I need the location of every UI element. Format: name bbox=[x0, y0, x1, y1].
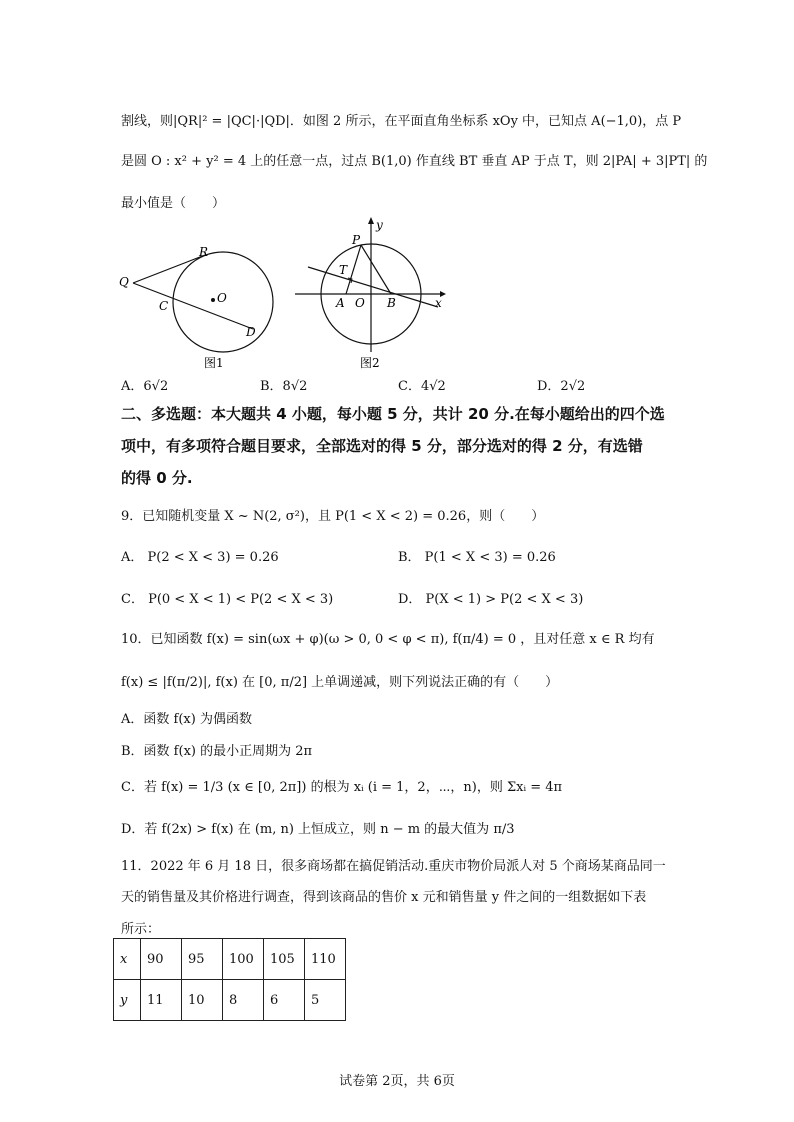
table-cell: 10 bbox=[182, 980, 223, 1021]
q11-stem-line-2: 天的销售量及其价格进行调查，得到该商品的售价 x 元和销售量 y 件之间的一组数据如下表 bbox=[121, 890, 647, 905]
fig2-label-p: P bbox=[352, 233, 361, 247]
fig2-label-o: O bbox=[355, 296, 365, 310]
q10-option-b: B．函数 f(x) 的最小正周期为 2π bbox=[121, 744, 313, 759]
q9-option-d: D． P(X < 1) > P(2 < X < 3) bbox=[398, 592, 584, 607]
q8-option-a: A．6√2 bbox=[121, 379, 169, 394]
q9-option-b: B． P(1 < X < 3) = 0.26 bbox=[398, 550, 556, 565]
q9-option-c: C． P(0 < X < 1) < P(2 < X < 3) bbox=[121, 592, 334, 607]
q10-option-c: C．若 f(x) = 1/3 (x ∈ [0, 2π]) 的根为 xᵢ (i = 1，2，⋯，n)，则 Σxᵢ = 4π bbox=[121, 780, 563, 795]
fig2-label-y: y bbox=[376, 218, 383, 232]
section-heading-line-3: 的得 0 分. bbox=[121, 469, 193, 487]
page-footer: 试卷第 2页，共 6页 bbox=[339, 1074, 455, 1089]
table-cell: 8 bbox=[223, 980, 264, 1021]
fig1-label-r: R bbox=[199, 245, 209, 259]
fig2-label-b: B bbox=[387, 296, 396, 310]
q8-option-d: D．2√2 bbox=[537, 379, 586, 394]
intro-line-3: 最小值是（ ） bbox=[121, 196, 226, 211]
q9-option-a: A． P(2 < X < 3) = 0.26 bbox=[121, 550, 279, 565]
q10-option-a: A．函数 f(x) 为偶函数 bbox=[121, 712, 252, 727]
fig1-label-d: D bbox=[246, 325, 256, 339]
fig1-caption: 图1 bbox=[204, 356, 224, 370]
fig2-label-a: A bbox=[336, 296, 345, 310]
q11-stem-line-1: 11．2022 年 6 月 18 日，很多商场都在搞促销活动.重庆市物价局派人对 5 个商场某商品同一 bbox=[121, 859, 666, 874]
table-cell: 5 bbox=[305, 980, 346, 1021]
q8-option-b: B．8√2 bbox=[260, 379, 308, 394]
q9-stem: 9．已知随机变量 X ~ N(2, σ²)，且 P(1 < X < 2) = 0.26，则（ ） bbox=[121, 509, 545, 524]
intro-line-1: 割线，则|QR|² = |QC|·|QD|．如图 2 所示，在平面直角坐标系 xOy 中，已知点 A(−1,0)，点 P bbox=[121, 114, 682, 129]
q11-stem-line-3: 所示： bbox=[121, 922, 161, 937]
section-heading-line-1: 二、多选题：本大题共 4 小题，每小题 5 分，共计 20 分.在每小题给出的四个选 bbox=[121, 405, 665, 423]
q10-option-d: D．若 f(2x) > f(x) 在 (m, n) 上恒成立，则 n − m 的最大值为 π/3 bbox=[121, 822, 515, 837]
fig1-label-o: O bbox=[217, 291, 227, 305]
fig2-caption: 图2 bbox=[360, 356, 380, 370]
fig2-label-t: T bbox=[339, 263, 348, 277]
table-row-header-y: y bbox=[114, 980, 141, 1021]
q10-stem-line-2: f(x) ≤ |f(π/2)|, f(x) 在 [0, π/2] 上单调递减，则下列说法正确的有（ ） bbox=[121, 675, 559, 690]
table-cell: 11 bbox=[141, 980, 182, 1021]
q10-stem-line-1: 10．已知函数 f(x) = sin(ωx + φ)(ω > 0, 0 < φ < π), f(π/4) = 0 ，且对任意 x ∈ R 均有 bbox=[121, 632, 655, 647]
fig1-label-c: C bbox=[159, 299, 169, 313]
table-cell: 110 bbox=[305, 939, 346, 980]
fig2-label-x: x bbox=[435, 296, 442, 310]
section-heading-line-2: 项中，有多项符合题目要求，全部选对的得 5 分，部分选对的得 2 分，有选错 bbox=[121, 437, 643, 455]
table-cell: 90 bbox=[141, 939, 182, 980]
figure-2 bbox=[290, 212, 450, 375]
fig1-label-q: Q bbox=[119, 275, 129, 289]
price-sales-table bbox=[113, 938, 346, 1021]
intro-line-2: 是圆 O : x² + y² = 4 上的任意一点，过点 B(1,0) 作直线 BT 垂直 AP 于点 T，则 2|PA| + 3|PT| 的 bbox=[121, 154, 708, 169]
table-cell: 100 bbox=[223, 939, 264, 980]
table-cell: 105 bbox=[264, 939, 305, 980]
table-cell: 6 bbox=[264, 980, 305, 1021]
table-row bbox=[114, 939, 346, 980]
q8-option-c: C．4√2 bbox=[398, 379, 446, 394]
table-row-header-x: x bbox=[114, 939, 141, 980]
figure-1 bbox=[115, 240, 275, 375]
table-row bbox=[114, 980, 346, 1021]
table-cell: 95 bbox=[182, 939, 223, 980]
